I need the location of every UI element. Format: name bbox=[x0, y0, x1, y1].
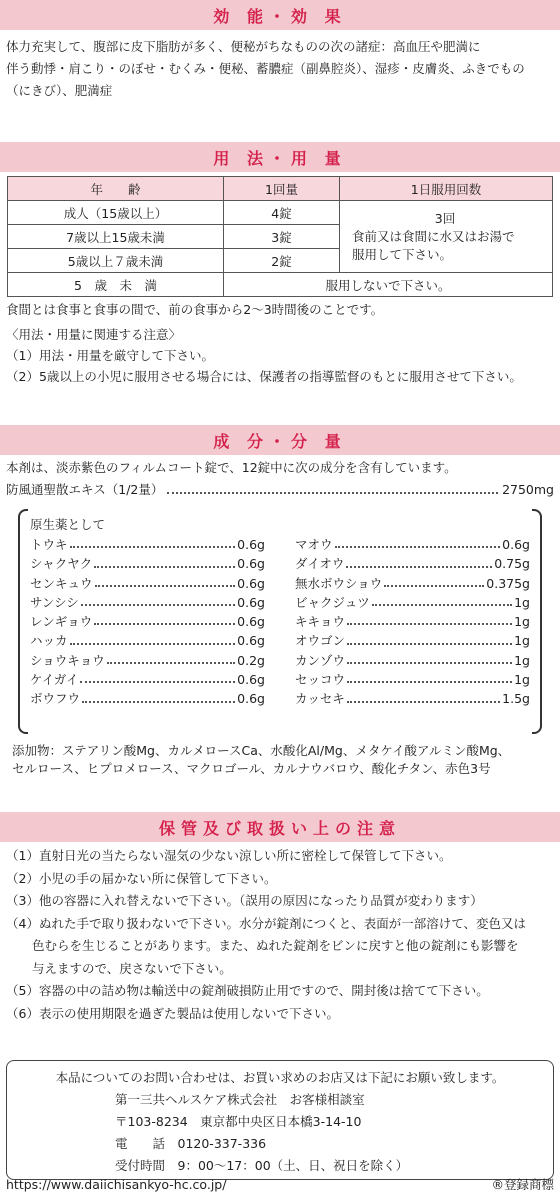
herb-amount: 1g bbox=[514, 614, 530, 630]
caution-number bbox=[6, 958, 32, 981]
herb-name: シャクヤク bbox=[30, 556, 93, 572]
ingredients-title: 成 分・分 量 bbox=[0, 425, 560, 455]
herb-name: センキュウ bbox=[30, 575, 93, 591]
herb-name: ダイオウ bbox=[295, 556, 345, 572]
trademark-note: ®登録商標 bbox=[491, 1177, 554, 1192]
leader-dots bbox=[372, 593, 512, 606]
daily-cell bbox=[340, 201, 553, 273]
leader-dots bbox=[81, 593, 235, 606]
herb-amount: 0.6g bbox=[237, 537, 265, 552]
contact-head: 本品についてのお問い合わせは、お買い求めのお店又は下記にお願い致します。 bbox=[55, 1070, 505, 1085]
storage-list bbox=[0, 845, 560, 1025]
herb-name: ショウキョウ bbox=[30, 652, 105, 668]
herb-row bbox=[30, 574, 265, 593]
leader-dots bbox=[82, 689, 235, 702]
dosage-table bbox=[7, 176, 553, 297]
caution-number: （1） bbox=[6, 848, 39, 863]
caution-item bbox=[6, 980, 554, 1003]
herb-row bbox=[295, 612, 530, 631]
leader-dots bbox=[346, 554, 492, 567]
col-dose-header: 1回量 bbox=[224, 177, 340, 201]
herb-amount: 0.6g bbox=[237, 575, 265, 591]
herb-name: ハッカ bbox=[30, 633, 68, 649]
leader-dots bbox=[347, 651, 512, 664]
caution-item bbox=[6, 1003, 554, 1026]
caution-text: 容器の中の詰め物は輸送中の錠剤破損防止用ですので、開封後は捨てて下さい。 bbox=[38, 983, 489, 998]
caution-item bbox=[6, 913, 554, 936]
under5-text: 服用しないで下さい。 bbox=[224, 273, 553, 297]
leader-dots bbox=[70, 631, 236, 644]
leader-dots bbox=[384, 574, 484, 587]
herb-row bbox=[295, 651, 530, 670]
col-daily-header: 1日服用回数 bbox=[340, 177, 553, 201]
herb-amount: 1g bbox=[514, 633, 530, 649]
dosage-note-item: （2）5歳以上の小児に服用させる場合には、保護者の指導監督のもとに服用させて下さい。 bbox=[6, 369, 522, 384]
herb-amount: 0.6g bbox=[237, 594, 265, 610]
leader-dots bbox=[347, 612, 512, 625]
herb-name: レンギョウ bbox=[30, 614, 93, 630]
herb-amount: 1g bbox=[514, 652, 530, 668]
extract-line bbox=[0, 479, 560, 501]
website-link[interactable]: https://www.daiichisankyo-hc.co.jp/ bbox=[6, 1177, 227, 1192]
herb-amount: 1g bbox=[514, 594, 530, 610]
age-cell: 5歳以上７歳未満 bbox=[8, 249, 224, 273]
caution-item bbox=[6, 958, 554, 981]
dosage-notes-title: 〈用法・用量に関連する注意〉 bbox=[6, 327, 182, 342]
contact-phone: 電 話 0120-337-336 bbox=[115, 1136, 267, 1151]
caution-text: 表示の使用期限を過ぎた製品は使用しないで下さい。 bbox=[38, 1005, 339, 1021]
herb-name: トウキ bbox=[30, 537, 68, 552]
herb-name: カンゾウ bbox=[295, 652, 346, 668]
herb-amount: 0.6g bbox=[237, 672, 265, 688]
herb-amount: 0.6g bbox=[237, 633, 265, 649]
leader-dots bbox=[95, 574, 236, 587]
herb-row bbox=[30, 670, 265, 689]
herb-amount: 0.2g bbox=[237, 652, 265, 668]
daily-instruction: 服用して下さい。 bbox=[352, 246, 453, 262]
effects-line: 伴う動悸・肩こり・のぼせ・むくみ・便秘、蓄膿症（副鼻腔炎）、湿疹・皮膚炎、ふきでもの bbox=[6, 61, 525, 76]
caution-number: （5） bbox=[6, 983, 39, 998]
age-cell: 成人（15歳以上） bbox=[8, 201, 224, 225]
col-age-header: 年 齢 bbox=[8, 177, 224, 201]
effects-line: （にきび）、肥満症 bbox=[6, 83, 113, 98]
caution-number: （4） bbox=[6, 915, 39, 931]
contact-box bbox=[6, 1060, 554, 1180]
herb-name: サンシシ bbox=[30, 594, 79, 610]
caution-text: 色むらを生じることがあります。また、ぬれた錠剤をビンに戻すと他の錠剤にも影響を bbox=[32, 938, 519, 953]
herb-name: マオウ bbox=[295, 537, 333, 552]
daily-count: 3回 bbox=[434, 210, 456, 226]
herb-row bbox=[30, 689, 265, 708]
effects-section bbox=[0, 0, 560, 102]
herb-row bbox=[30, 651, 265, 670]
contact-address: 〒103-8234 東京都中央区日本橋3-14-10 bbox=[115, 1114, 362, 1129]
herb-name: ビャクジュツ bbox=[295, 594, 370, 610]
dosage-note: 食間とは食事と食事の間で、前の食事から2〜3時間後のことです。 bbox=[6, 302, 384, 317]
storage-section bbox=[0, 812, 560, 1025]
caution-text: 他の容器に入れ替えないで下さい。（誤用の原因になったり品質が変わります） bbox=[38, 893, 483, 908]
caution-text: 直射日光の当たらない湿気の少ない涼しい所に密栓して保管して下さい。 bbox=[38, 848, 452, 863]
herb-heading: 原生薬として bbox=[30, 517, 106, 532]
dosage-section bbox=[0, 142, 560, 387]
caution-text: 与えますので、戻さないで下さい。 bbox=[32, 960, 232, 976]
herb-name: 無水ボウショウ bbox=[295, 575, 383, 591]
herb-row bbox=[295, 535, 530, 554]
leader-dots bbox=[335, 535, 501, 548]
herb-amount: 0.6g bbox=[237, 556, 265, 572]
herb-column-right bbox=[295, 535, 530, 709]
herb-row bbox=[30, 612, 265, 631]
leader-dots bbox=[347, 689, 500, 702]
effects-title: 効 能・効 果 bbox=[0, 0, 560, 30]
caution-item bbox=[6, 935, 554, 958]
caution-number: （2） bbox=[6, 870, 39, 886]
leader-dots bbox=[70, 535, 236, 548]
dosage-title: 用 法・用 量 bbox=[0, 142, 560, 172]
caution-item bbox=[6, 890, 554, 913]
storage-title: 保管及び取扱い上の注意 bbox=[0, 812, 560, 842]
herb-amount: 0.75g bbox=[494, 556, 530, 572]
age-cell: 5 歳 未 満 bbox=[8, 273, 224, 297]
herb-box bbox=[18, 509, 542, 734]
extract-name: 防風通聖散エキス（1/2量） bbox=[6, 482, 164, 497]
herb-row bbox=[295, 631, 530, 650]
herb-row bbox=[295, 670, 530, 689]
herb-amount: 0.375g bbox=[486, 575, 530, 591]
caution-item bbox=[6, 868, 554, 891]
additives bbox=[0, 742, 560, 778]
herb-row bbox=[295, 554, 530, 573]
dose-cell: 2錠 bbox=[224, 249, 340, 273]
herb-row bbox=[30, 554, 265, 573]
dose-cell: 4錠 bbox=[224, 201, 340, 225]
contact-hours: 受付時間 9：00〜17：00（土、日、祝日を除く） bbox=[115, 1158, 409, 1173]
leader-dots bbox=[167, 479, 498, 494]
caution-number: （3） bbox=[6, 893, 39, 908]
herb-row bbox=[295, 593, 530, 612]
herb-row bbox=[30, 535, 265, 554]
herb-name: セッコウ bbox=[295, 672, 346, 688]
herb-name: キキョウ bbox=[295, 614, 346, 630]
ingredients-intro: 本剤は、淡赤紫色のフィルムコート錠で、12錠中に次の成分を含有しています。 bbox=[6, 460, 457, 475]
effects-text bbox=[0, 36, 560, 102]
herb-amount: 0.6g bbox=[502, 537, 530, 552]
caution-number bbox=[6, 935, 32, 958]
herb-amount: 1g bbox=[514, 672, 530, 688]
herb-name: カッセキ bbox=[295, 691, 345, 707]
bracket-right bbox=[532, 509, 542, 734]
caution-text: ぬれた手で取り扱わないで下さい。水分が錠剤につくと、表面が一部溶けて、変色又は bbox=[38, 915, 526, 931]
herb-name: オウゴン bbox=[295, 633, 346, 649]
leader-dots bbox=[80, 670, 235, 683]
leader-dots bbox=[94, 612, 235, 625]
contact-company: 第一三共ヘルスケア株式会社 お客様相談室 bbox=[115, 1092, 365, 1107]
dose-cell: 3錠 bbox=[224, 225, 340, 249]
ingredients-section bbox=[0, 425, 560, 778]
extract-amount: 2750mg bbox=[502, 482, 554, 497]
leader-dots bbox=[347, 670, 512, 683]
caution-text: 小児の手の届かない所に保管して下さい。 bbox=[38, 870, 277, 886]
herb-row bbox=[295, 689, 530, 708]
herb-name: ボウフウ bbox=[30, 691, 81, 707]
additives-line: 添加物：ステアリン酸Mg、カルメロースCa、水酸化Al/Mg、メタケイ酸アルミン酸Mg、 bbox=[12, 743, 511, 758]
herb-row bbox=[30, 593, 265, 612]
dosage-note-item: （1）用法・用量を厳守して下さい。 bbox=[6, 348, 214, 363]
leader-dots bbox=[107, 651, 235, 664]
caution-number: （6） bbox=[6, 1005, 39, 1021]
caution-item bbox=[6, 845, 554, 868]
age-cell: 7歳以上15歳未満 bbox=[8, 225, 224, 249]
herb-amount: 0.6g bbox=[237, 614, 265, 630]
herb-name: ケイガイ bbox=[30, 672, 79, 688]
daily-instruction: 食前又は食間に水又はお湯で bbox=[352, 228, 515, 244]
herb-amount: 1.5g bbox=[502, 691, 530, 707]
additives-line: セルロース、ヒプロメロース、マクロゴール、カルナウバロウ、酸化チタン、赤色3号 bbox=[12, 761, 491, 776]
leader-dots bbox=[94, 554, 235, 567]
leader-dots bbox=[347, 631, 512, 644]
footer bbox=[0, 1175, 560, 1195]
herb-amount: 0.6g bbox=[237, 691, 265, 707]
contact-section bbox=[0, 1060, 560, 1180]
herb-row bbox=[30, 631, 265, 650]
bracket-left bbox=[18, 509, 28, 734]
herb-row bbox=[295, 574, 530, 593]
herb-column-left bbox=[30, 535, 265, 709]
effects-line: 体力充実して、腹部に皮下脂肪が多く、便秘がちなものの次の諸症：高血圧や肥満に bbox=[6, 39, 481, 54]
